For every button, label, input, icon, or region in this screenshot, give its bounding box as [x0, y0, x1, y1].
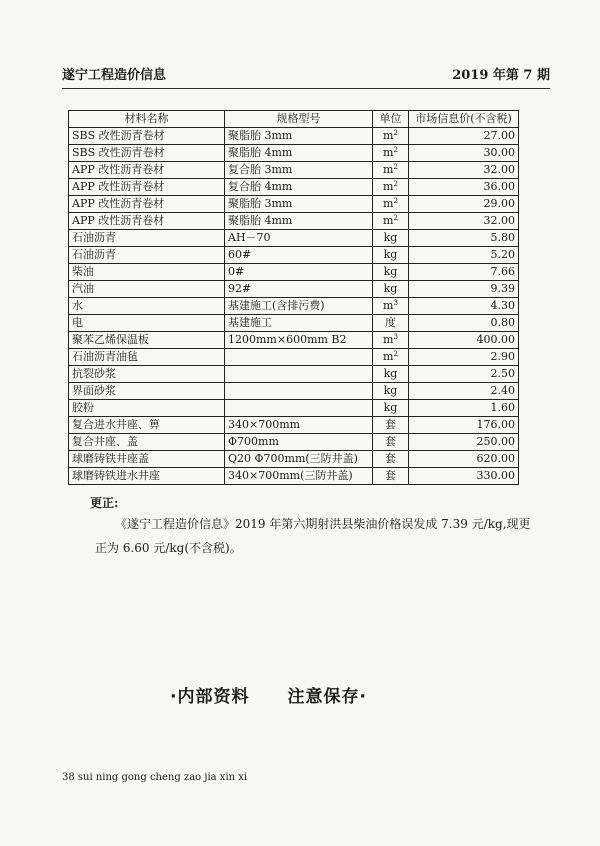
slogan	[170, 682, 367, 707]
table-row	[69, 230, 519, 247]
unit-text: m	[383, 350, 394, 363]
unit-cell	[373, 213, 409, 230]
price-cell: 330.00	[409, 468, 519, 485]
table-row	[69, 349, 519, 366]
material-name-cell: APP 改性沥青卷材	[69, 213, 225, 230]
material-name-cell: APP 改性沥青卷材	[69, 162, 225, 179]
price-cell: 7.66	[409, 264, 519, 281]
unit-exponent: 2	[393, 180, 398, 188]
unit-cell	[373, 349, 409, 366]
spec-cell: 340×700mm(三防井盖)	[225, 468, 373, 485]
material-name-cell: 球磨铸铁井座盖	[69, 451, 225, 468]
spec-cell: 60#	[225, 247, 373, 264]
spec-cell: 1200mm×600mm B2	[225, 332, 373, 349]
unit-cell	[373, 230, 409, 247]
unit-cell	[373, 298, 409, 315]
page-footer: 38 sui ning gong cheng zao jia xin xi	[62, 772, 248, 783]
table-row	[69, 366, 519, 383]
unit-text: kg	[383, 384, 398, 397]
spec-cell: 聚脂胎 4mm	[225, 213, 373, 230]
table-header-row	[69, 111, 519, 128]
unit-cell	[373, 145, 409, 162]
unit-cell	[373, 417, 409, 434]
table-row	[69, 247, 519, 264]
unit-text: kg	[383, 265, 398, 278]
material-name-cell: 电	[69, 315, 225, 332]
unit-text: m	[383, 197, 394, 210]
price-cell: 30.00	[409, 145, 519, 162]
price-cell: 36.00	[409, 179, 519, 196]
price-cell: 2.40	[409, 383, 519, 400]
unit-text: 套	[385, 418, 396, 431]
table-row	[69, 417, 519, 434]
material-name-cell: APP 改性沥青卷材	[69, 196, 225, 213]
unit-text: kg	[383, 231, 398, 244]
spec-cell	[225, 400, 373, 417]
spec-cell: AH－70	[225, 230, 373, 247]
material-name-cell: 球磨铸铁进水井座	[69, 468, 225, 485]
unit-cell	[373, 264, 409, 281]
spec-cell	[225, 349, 373, 366]
unit-text: kg	[383, 401, 398, 414]
spec-cell	[225, 383, 373, 400]
unit-cell	[373, 281, 409, 298]
unit-text: 度	[385, 316, 396, 329]
unit-text: m	[383, 333, 394, 346]
material-name-cell: 聚苯乙烯保温板	[69, 332, 225, 349]
unit-cell	[373, 162, 409, 179]
unit-cell	[373, 434, 409, 451]
material-name-cell: 胶粉	[69, 400, 225, 417]
material-name-cell: SBS 改性沥青卷材	[69, 145, 225, 162]
price-cell: 2.90	[409, 349, 519, 366]
unit-exponent: 2	[393, 350, 398, 358]
unit-exponent: 2	[393, 163, 398, 171]
table-row	[69, 451, 519, 468]
unit-text: kg	[383, 248, 398, 261]
unit-text: m	[383, 129, 394, 142]
unit-text: m	[383, 146, 394, 159]
material-name-cell: 水	[69, 298, 225, 315]
table-row	[69, 298, 519, 315]
unit-exponent: 2	[393, 214, 398, 222]
table-row	[69, 162, 519, 179]
column-header-material: 材料名称	[69, 111, 225, 128]
unit-cell	[373, 451, 409, 468]
price-table	[68, 110, 519, 485]
table-row	[69, 383, 519, 400]
material-name-cell: 石油沥青油毡	[69, 349, 225, 366]
price-cell: 5.80	[409, 230, 519, 247]
unit-cell	[373, 332, 409, 349]
table-row	[69, 400, 519, 417]
unit-exponent: 2	[393, 129, 398, 137]
correction-text: 《遂宁工程造价信息》2019 年第六期射洪县柴油价格误发成 7.39 元/kg,现更正为 6.60 元/kg(不含税)。	[95, 517, 531, 555]
unit-exponent: 2	[393, 197, 398, 205]
spec-cell: 复合胎 3mm	[225, 162, 373, 179]
spec-cell: 聚脂胎 3mm	[225, 128, 373, 145]
material-name-cell: 抗裂砂浆	[69, 366, 225, 383]
unit-exponent: 2	[393, 146, 398, 154]
spec-cell: 340×700mm	[225, 417, 373, 434]
price-cell: 400.00	[409, 332, 519, 349]
spec-cell: 0#	[225, 264, 373, 281]
price-cell: 250.00	[409, 434, 519, 451]
table-row	[69, 213, 519, 230]
price-cell: 1.60	[409, 400, 519, 417]
unit-text: kg	[383, 367, 398, 380]
publication-title: 遂宁工程造价信息	[62, 68, 167, 83]
column-header-price: 市场信息价(不含税)	[409, 111, 519, 128]
material-name-cell: 汽油	[69, 281, 225, 298]
material-name-cell: 界面砂浆	[69, 383, 225, 400]
price-cell: 32.00	[409, 213, 519, 230]
table-row	[69, 281, 519, 298]
spec-cell	[225, 366, 373, 383]
header-divider	[62, 88, 550, 89]
unit-cell	[373, 400, 409, 417]
table-row	[69, 315, 519, 332]
price-cell: 9.39	[409, 281, 519, 298]
material-name-cell: 复合进水井座、箅	[69, 417, 225, 434]
price-cell: 27.00	[409, 128, 519, 145]
material-name-cell: 柴油	[69, 264, 225, 281]
price-cell: 5.20	[409, 247, 519, 264]
material-name-cell: 复合井座、盖	[69, 434, 225, 451]
unit-cell	[373, 383, 409, 400]
price-cell: 176.00	[409, 417, 519, 434]
unit-text: m	[383, 180, 394, 193]
spec-cell: 聚脂胎 3mm	[225, 196, 373, 213]
price-cell: 0.80	[409, 315, 519, 332]
table-row	[69, 128, 519, 145]
spec-cell: 92#	[225, 281, 373, 298]
unit-cell	[373, 179, 409, 196]
material-name-cell: 石油沥青	[69, 247, 225, 264]
spec-cell: 基建施工	[225, 315, 373, 332]
table-row	[69, 179, 519, 196]
material-name-cell: APP 改性沥青卷材	[69, 179, 225, 196]
correction-title: 更正:	[90, 496, 119, 510]
unit-text: 套	[385, 435, 396, 448]
table-row	[69, 145, 519, 162]
spec-cell: 聚脂胎 4mm	[225, 145, 373, 162]
unit-cell	[373, 196, 409, 213]
spec-cell: Φ700mm	[225, 434, 373, 451]
spec-cell: 复合胎 4mm	[225, 179, 373, 196]
table-row	[69, 332, 519, 349]
unit-text: 套	[385, 452, 396, 465]
price-cell: 4.30	[409, 298, 519, 315]
unit-cell	[373, 366, 409, 383]
unit-cell	[373, 128, 409, 145]
column-header-unit: 单位	[373, 111, 409, 128]
table-row	[69, 264, 519, 281]
material-name-cell: SBS 改性沥青卷材	[69, 128, 225, 145]
price-cell: 2.50	[409, 366, 519, 383]
spec-cell: 基建施工(含排污费)	[225, 298, 373, 315]
unit-cell	[373, 247, 409, 264]
material-name-cell: 石油沥青	[69, 230, 225, 247]
unit-text: m	[383, 299, 394, 312]
unit-text: m	[383, 163, 394, 176]
spec-cell: Q20 Φ700mm(三防井盖)	[225, 451, 373, 468]
unit-text: 套	[385, 469, 396, 482]
page-header	[62, 64, 550, 84]
table-row	[69, 468, 519, 485]
price-cell: 29.00	[409, 196, 519, 213]
issue-number: 2019 年第 7 期	[452, 68, 550, 83]
unit-cell	[373, 468, 409, 485]
table-row	[69, 196, 519, 213]
price-cell: 620.00	[409, 451, 519, 468]
unit-exponent: 3	[393, 333, 398, 341]
column-header-spec: 规格型号	[225, 111, 373, 128]
unit-text: m	[383, 214, 394, 227]
unit-cell	[373, 315, 409, 332]
unit-text: kg	[383, 282, 398, 295]
price-cell: 32.00	[409, 162, 519, 179]
slogan-keep: 注意保存·	[287, 687, 367, 707]
unit-exponent: 3	[393, 299, 398, 307]
table-row	[69, 434, 519, 451]
slogan-internal: ·内部资料	[170, 687, 250, 707]
